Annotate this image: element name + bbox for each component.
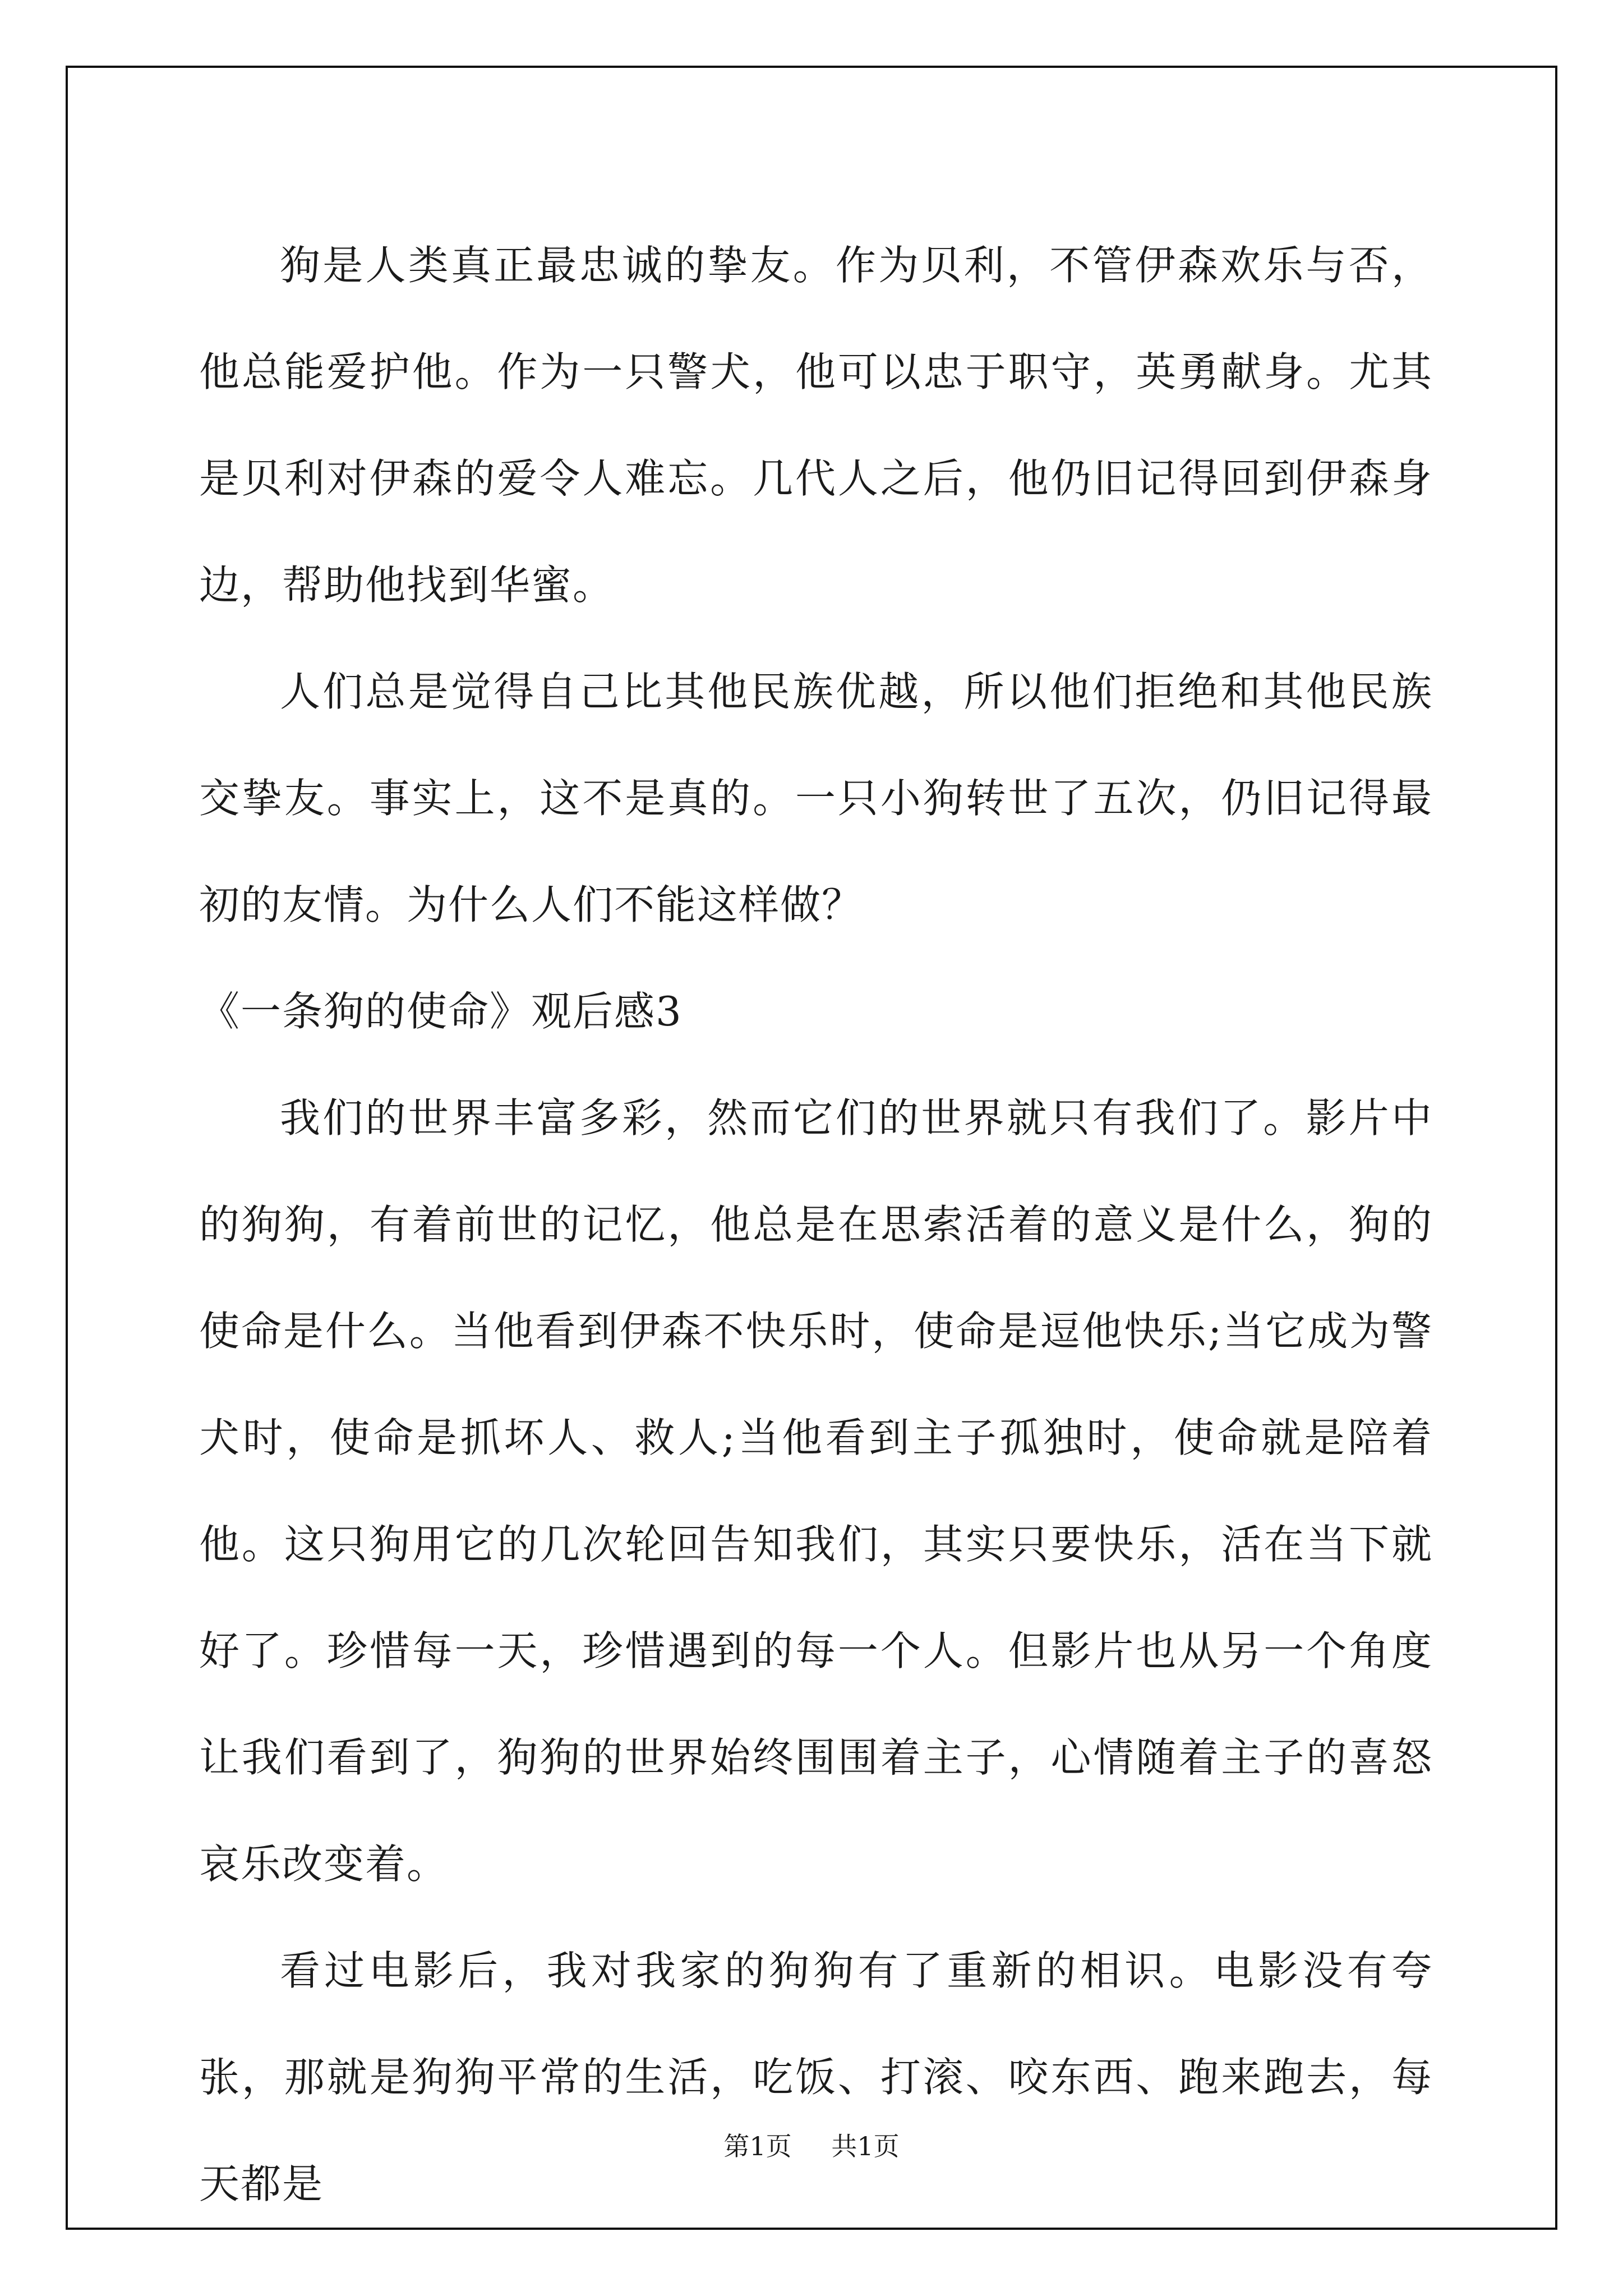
page-footer [0, 2126, 1623, 2163]
paragraph-4: 看过电影后，我对我家的狗狗有了重新的相识。电影没有夸张，那就是狗狗平常的生活，吃饭、打滚、咬东西、跑来跑去，每天都是 [199, 1947, 1433, 2207]
paragraph-2: 人们总是觉得自己比其他民族优越，所以他们拒绝和其他民族交挚友。事实上，这不是真的。一只小狗转世了五次，仍旧记得最初的友情。为什么人们不能这样做？ [199, 668, 1433, 928]
page-number: 第1页 [723, 2131, 792, 2161]
paragraph-3: 我们的世界丰富多彩，然而它们的世界就只有我们了。影片中的狗狗，有着前世的记忆，他总是在思索活着的意义是什么，狗的使命是什么。当他看到伊森不快乐时，使命是逗他快乐;当它成为警犬时，使命是抓坏人、救人;当他看到主子孤独时，使命就是陪着他。这只狗用它的几次轮回告知我们，其实只要快乐，活在当下就好了。珍惜每一天，珍惜遇到的每一个人。但影片也从另一个角度让我们看到了，狗狗的世界始终围围着主子，心情随着主子的喜怒哀乐改变着。 [199, 1094, 1433, 1888]
page-total: 共1页 [831, 2131, 900, 2161]
section-heading: 《一条狗的使命》观后感3 [199, 988, 683, 1035]
paragraph-1: 狗是人类真正最忠诚的挚友。作为贝利，不管伊森欢乐与否，他总能爱护他。作为一只警犬，他可以忠于职守，英勇献身。尤其是贝利对伊森的爱令人难忘。几代人之后，他仍旧记得回到伊森身边，帮助他找到华蜜。 [199, 242, 1433, 609]
document-body [199, 212, 1433, 2237]
